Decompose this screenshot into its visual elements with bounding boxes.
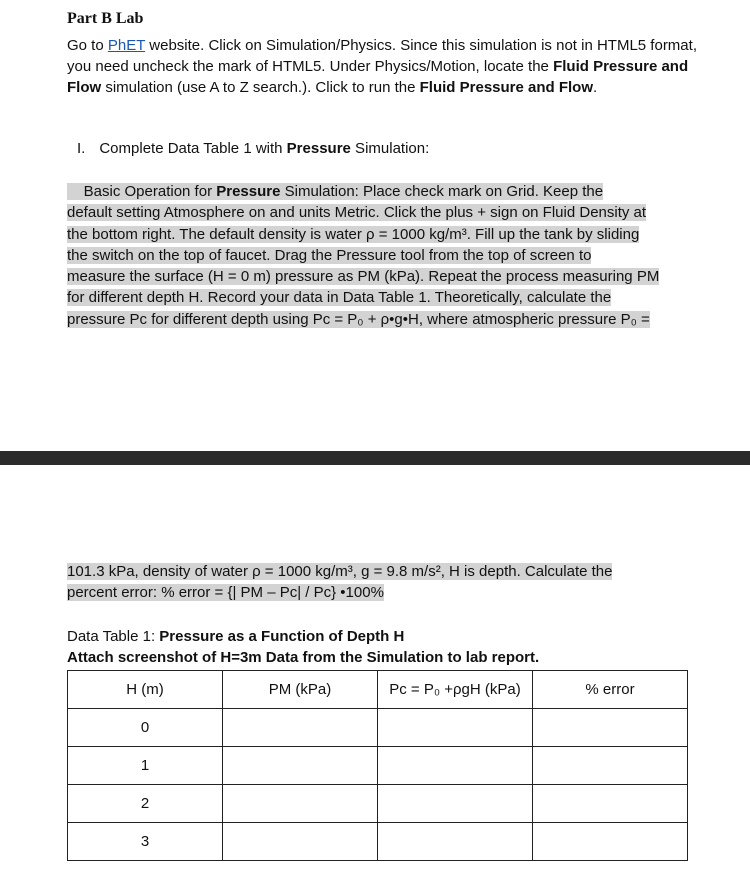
cell-pc[interactable] — [378, 709, 533, 747]
page-break-bar — [0, 451, 750, 465]
cell-h: 2 — [68, 785, 223, 823]
table-caption: Data Table 1: Pressure as a Function of Depth H Attach screenshot of H=3m Data from the Simulation to lab report. — [67, 628, 540, 666]
cell-h: 1 — [68, 747, 223, 785]
cell-pc[interactable] — [378, 747, 533, 785]
cell-pm[interactable] — [223, 747, 378, 785]
table-row — [68, 747, 688, 785]
header-h: H (m) — [68, 671, 223, 709]
phet-link[interactable]: PhET — [107, 37, 146, 54]
cell-h: 3 — [68, 823, 223, 861]
cell-pm[interactable] — [223, 823, 378, 861]
cell-error[interactable] — [533, 823, 688, 861]
header-pc: Pc = P₀ +ρgH (kPa) — [378, 671, 533, 709]
data-table-1 — [67, 670, 688, 861]
cell-error[interactable] — [533, 709, 688, 747]
table-header-row — [68, 671, 688, 709]
cell-pc[interactable] — [378, 785, 533, 823]
cell-h: 0 — [68, 709, 223, 747]
intro-paragraph: Go to PhET website. Click on Simulation/Physics. Since this simulation is not in HTML5 format, you need uncheck the mark of HTML5. Under Physics/Motion, locate the Fluid Pressure and Flow simulation (use A to Z search.). Click to run the Fluid Pressure and Flow. — [67, 37, 697, 96]
cell-error[interactable] — [533, 747, 688, 785]
highlighted-continuation: 101.3 kPa, density of water ρ = 1000 kg/m³, g = 9.8 m/s², H is depth. Calculate the percent error: % error = {| PM – Pc| / Pc} •100% — [67, 563, 613, 602]
table-row — [68, 823, 688, 861]
highlighted-instructions: Basic Operation for Pressure Simulation: Place check mark on Grid. Keep the default setting Atmosphere on and units Metric. Click the plus + sign on Fluid Density at the bottom right. The default density is water ρ = 1000 kg/m³. Fill up the tank by sliding the switch on the top of faucet. Drag the Pressure tool from the top of screen to measure the surface (H = 0 m) pressure as PM (kPa). Repeat the process measuring PM for different depth H. Record your data in Data Table 1. Theoretically, calculate the pressure Pc for different depth using Pc = P₀ + ρ•g•H, where atmospheric pressure P₀ = — [67, 183, 660, 328]
header-pm: PM (kPa) — [223, 671, 378, 709]
table-row — [68, 709, 688, 747]
cell-pm[interactable] — [223, 785, 378, 823]
cell-error[interactable] — [533, 785, 688, 823]
table-row — [68, 785, 688, 823]
list-item-1: I. Complete Data Table 1 with Pressure Simulation: — [77, 140, 430, 157]
cell-pm[interactable] — [223, 709, 378, 747]
cell-pc[interactable] — [378, 823, 533, 861]
header-error: % error — [533, 671, 688, 709]
page-title: Part B Lab — [67, 10, 144, 27]
